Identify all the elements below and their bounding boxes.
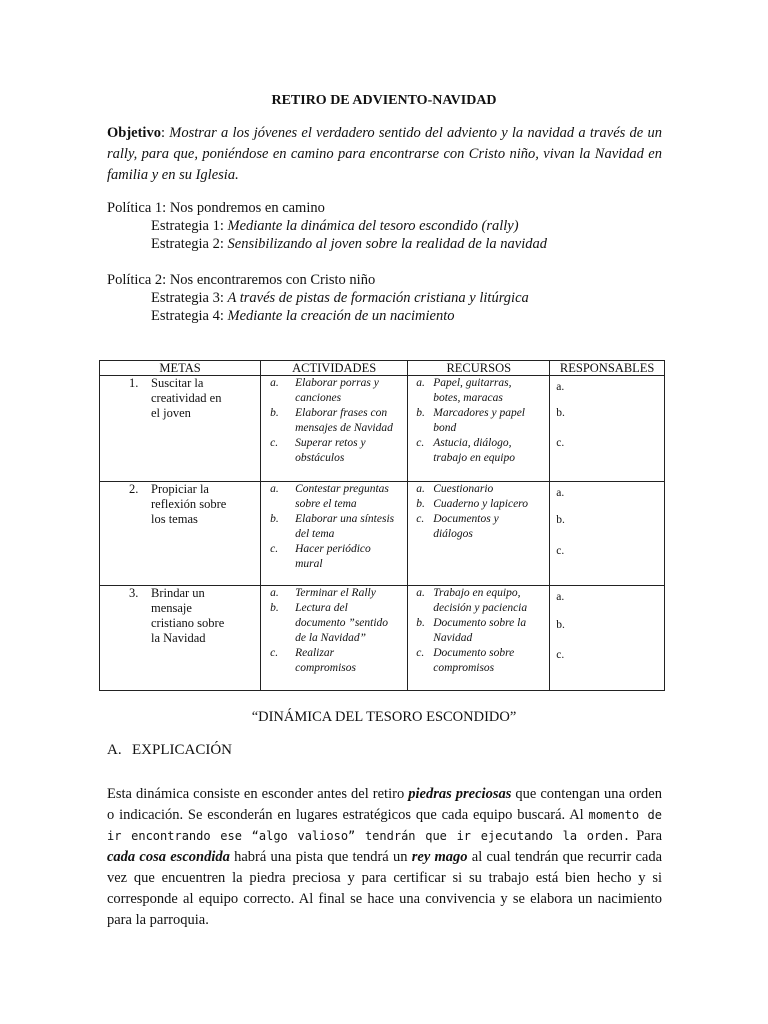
resource-item-letter: b. <box>416 407 425 419</box>
responsable-slot: c. <box>556 545 565 557</box>
resource-item-line: Papel, guitarras, <box>433 377 512 389</box>
meta-cell <box>100 482 261 586</box>
activity-item-line: Elaborar frases con <box>295 407 388 419</box>
meta-line: Brindar un <box>151 586 205 600</box>
activity-item-line: Terminar el Rally <box>295 587 376 599</box>
activity-item <box>261 406 407 436</box>
para-text-3: Para <box>630 828 663 844</box>
activity-item <box>261 482 407 512</box>
meta-line: el joven <box>151 406 191 420</box>
activity-item-line: canciones <box>295 392 342 404</box>
section-a-heading <box>107 742 232 759</box>
activity-item-line: Hacer periódico <box>295 543 371 555</box>
activity-item-letter: c. <box>270 647 279 659</box>
resource-item-line: botes, maracas <box>433 392 503 404</box>
activity-item-line: mensajes de Navidad <box>295 422 393 434</box>
activity-item-line: documento ”sentido <box>295 617 389 629</box>
strategy-3-text: A través de pistas de formación cristiana y litúrgica <box>227 290 529 306</box>
responsable-slot: a. <box>556 381 565 393</box>
resource-item-letter: c. <box>416 513 425 525</box>
resource-item-letter: c. <box>416 647 425 659</box>
responsables-cell <box>550 376 665 482</box>
activity-item-line: Superar retos y <box>295 437 366 449</box>
resource-item-line: Cuaderno y lapicero <box>433 498 528 510</box>
explanation-paragraph <box>107 784 662 931</box>
activity-item-line: del tema <box>295 528 335 540</box>
strategy-2-text: Sensibilizando al joven sobre la realidad de la navidad <box>227 236 548 252</box>
resource-cell <box>408 376 550 482</box>
resource-item-line: Documento sobre la <box>433 617 527 629</box>
header-metas: METAS <box>100 361 261 376</box>
activity-item-line: compromisos <box>295 662 357 674</box>
para-text-5: al cual tendrán que recurrir cada vez que encuentren la piedra preciosa y para certificar si su trabajo está bien hecho y si corresponde al equipo correcto. Al final se hace una convivencia y se elabora un nacimiento para la parroquia. <box>107 849 663 928</box>
activity-item-letter: c. <box>270 543 279 555</box>
objective-label: Objetivo <box>107 125 161 141</box>
document-title: RETIRO DE ADVIENTO-NAVIDAD <box>271 93 497 108</box>
activity-item <box>261 436 407 466</box>
resource-item-letter: b. <box>416 617 425 629</box>
meta-text <box>100 586 260 646</box>
responsable-slot: b. <box>556 619 565 631</box>
meta-number: 3. <box>129 586 139 600</box>
activity-item <box>261 512 407 542</box>
policy-2: Política 2: Nos encontraremos con Cristo niño <box>107 272 376 288</box>
objective-sep: : <box>160 125 170 141</box>
resource-item-line: Documentos y <box>433 513 499 525</box>
activity-item-line: Contestar preguntas <box>295 483 389 495</box>
resource-item <box>408 497 549 512</box>
meta-line: la Navidad <box>151 631 206 645</box>
meta-text <box>100 376 260 421</box>
activity-item-letter: b. <box>270 407 279 419</box>
section-a-letter: A. <box>107 742 122 758</box>
para-text-2: que contengan una orden o indicación. Se esconderán en lugares estratégicos que cada equipo buscará. Al <box>107 786 662 823</box>
activity-item-line: de la Navidad” <box>295 632 367 644</box>
table-row <box>100 586 665 691</box>
activity-item <box>261 586 407 601</box>
activity-item <box>261 646 407 676</box>
meta-text <box>100 482 260 527</box>
resource-item-line: decisión y paciencia <box>433 602 528 614</box>
meta-line: Propiciar la <box>151 482 209 496</box>
table-header-row <box>100 361 665 376</box>
meta-line: Suscitar la <box>151 376 204 390</box>
responsable-slot: b. <box>556 514 565 526</box>
resource-item-line: diálogos <box>433 528 473 540</box>
objective-paragraph <box>107 123 662 186</box>
resource-item-line: Cuestionario <box>433 483 494 495</box>
plan-table <box>99 360 665 691</box>
responsable-slot: a. <box>556 591 565 603</box>
responsables-cell <box>550 482 665 586</box>
strategy-4-label: Estrategia 4: <box>151 308 228 324</box>
resource-cell <box>408 482 550 586</box>
resource-item-line: Astucia, diálogo, <box>433 437 512 449</box>
table-row <box>100 376 665 482</box>
activity-item <box>261 376 407 406</box>
strategy-1-label: Estrategia 1: <box>151 218 228 234</box>
activity-item-line: Elaborar una síntesis <box>295 513 395 525</box>
strategy-3-label: Estrategia 3: <box>151 290 228 306</box>
activity-item-line: Lectura del <box>295 602 348 614</box>
resource-item-letter: c. <box>416 437 425 449</box>
meta-number: 1. <box>129 376 139 390</box>
para-bold-1: piedras preciosas <box>408 786 512 802</box>
meta-line: cristiano sobre <box>151 616 225 630</box>
activity-item-letter: c. <box>270 437 279 449</box>
header-recursos: RECURSOS <box>408 361 550 376</box>
responsable-slot: b. <box>556 407 565 419</box>
resource-item-line: compromisos <box>433 662 495 674</box>
activity-item-line: mural <box>295 558 323 570</box>
responsable-slot: c. <box>556 437 565 449</box>
activity-item-letter: a. <box>270 377 279 389</box>
meta-line: creatividad en <box>151 391 222 405</box>
resource-item <box>408 586 549 616</box>
activity-item-line: Elaborar porras y <box>295 377 379 389</box>
para-mono-1: momento de ir encontrando ese “algo valioso” tendrán que ir ejecutando la orden. <box>107 808 663 843</box>
strategy-4 <box>151 307 454 325</box>
activity-item-line: obstáculos <box>295 452 345 464</box>
activity-item-line: sobre el tema <box>295 498 357 510</box>
strategy-3 <box>151 289 529 307</box>
strategy-1-text: Mediante la dinámica del tesoro escondido (rally) <box>227 218 519 234</box>
resource-item <box>408 616 549 646</box>
resource-item-line: Documento sobre <box>433 647 515 659</box>
resource-item <box>408 406 549 436</box>
resource-item <box>408 376 549 406</box>
header-responsables: RESPONSABLES <box>550 361 665 376</box>
objective-text: Mostrar a los jóvenes el verdadero sentido del adviento y la navidad a través de un rally, para que, poniéndose en camino para encontrarse con Cristo niño, vivan la Navidad en familia y en su Iglesia. <box>107 125 662 183</box>
responsable-slot: a. <box>556 487 565 499</box>
para-text-1: Esta dinámica consiste en esconder antes del retiro <box>107 786 409 802</box>
resource-item-line: Marcadores y papel <box>433 407 525 419</box>
resource-item-letter: b. <box>416 498 425 510</box>
resource-item-letter: a. <box>416 377 425 389</box>
resource-item <box>408 646 549 676</box>
resource-item-letter: a. <box>416 483 425 495</box>
section-a-label: EXPLICACIÓN <box>132 742 232 758</box>
meta-line: reflexión sobre <box>151 497 227 511</box>
activity-item-letter: b. <box>270 602 279 614</box>
strategy-2-label: Estrategia 2: <box>151 236 228 252</box>
resource-item <box>408 512 549 542</box>
resource-item-line: trabajo en equipo <box>433 452 516 464</box>
activity-cell <box>261 482 408 586</box>
policy-1: Política 1: Nos pondremos en camino <box>107 200 325 216</box>
activity-item <box>261 601 407 646</box>
strategy-2 <box>151 235 547 253</box>
table-row <box>100 482 665 586</box>
resource-cell <box>408 586 550 691</box>
activity-item <box>261 542 407 572</box>
header-actividades: ACTIVIDADES <box>261 361 408 376</box>
meta-line: los temas <box>151 512 198 526</box>
section-title: “DINÁMICA DEL TESORO ESCONDIDO” <box>251 709 517 725</box>
responsables-cell <box>550 586 665 691</box>
activity-item-letter: a. <box>270 483 279 495</box>
activity-item-letter: b. <box>270 513 279 525</box>
strategy-1 <box>151 217 519 235</box>
meta-cell <box>100 586 261 691</box>
para-text-4: habrá una pista que tendrá un <box>229 849 412 865</box>
activity-cell <box>261 586 408 691</box>
activity-item-letter: a. <box>270 587 279 599</box>
activity-item-line: Realizar <box>295 647 335 659</box>
meta-cell <box>100 376 261 482</box>
meta-line: mensaje <box>151 601 192 615</box>
strategy-4-text: Mediante la creación de un nacimiento <box>227 308 455 324</box>
meta-number: 2. <box>129 482 139 496</box>
para-bold-3: rey mago <box>411 849 468 865</box>
responsable-slot: c. <box>556 649 565 661</box>
resource-item-line: Trabajo en equipo, <box>433 587 521 599</box>
para-bold-2: cada cosa escondida <box>107 849 230 865</box>
resource-item <box>408 436 549 466</box>
resource-item-letter: a. <box>416 587 425 599</box>
resource-item-line: bond <box>433 422 457 434</box>
resource-item-line: Navidad <box>433 632 473 644</box>
activity-cell <box>261 376 408 482</box>
resource-item <box>408 482 549 497</box>
